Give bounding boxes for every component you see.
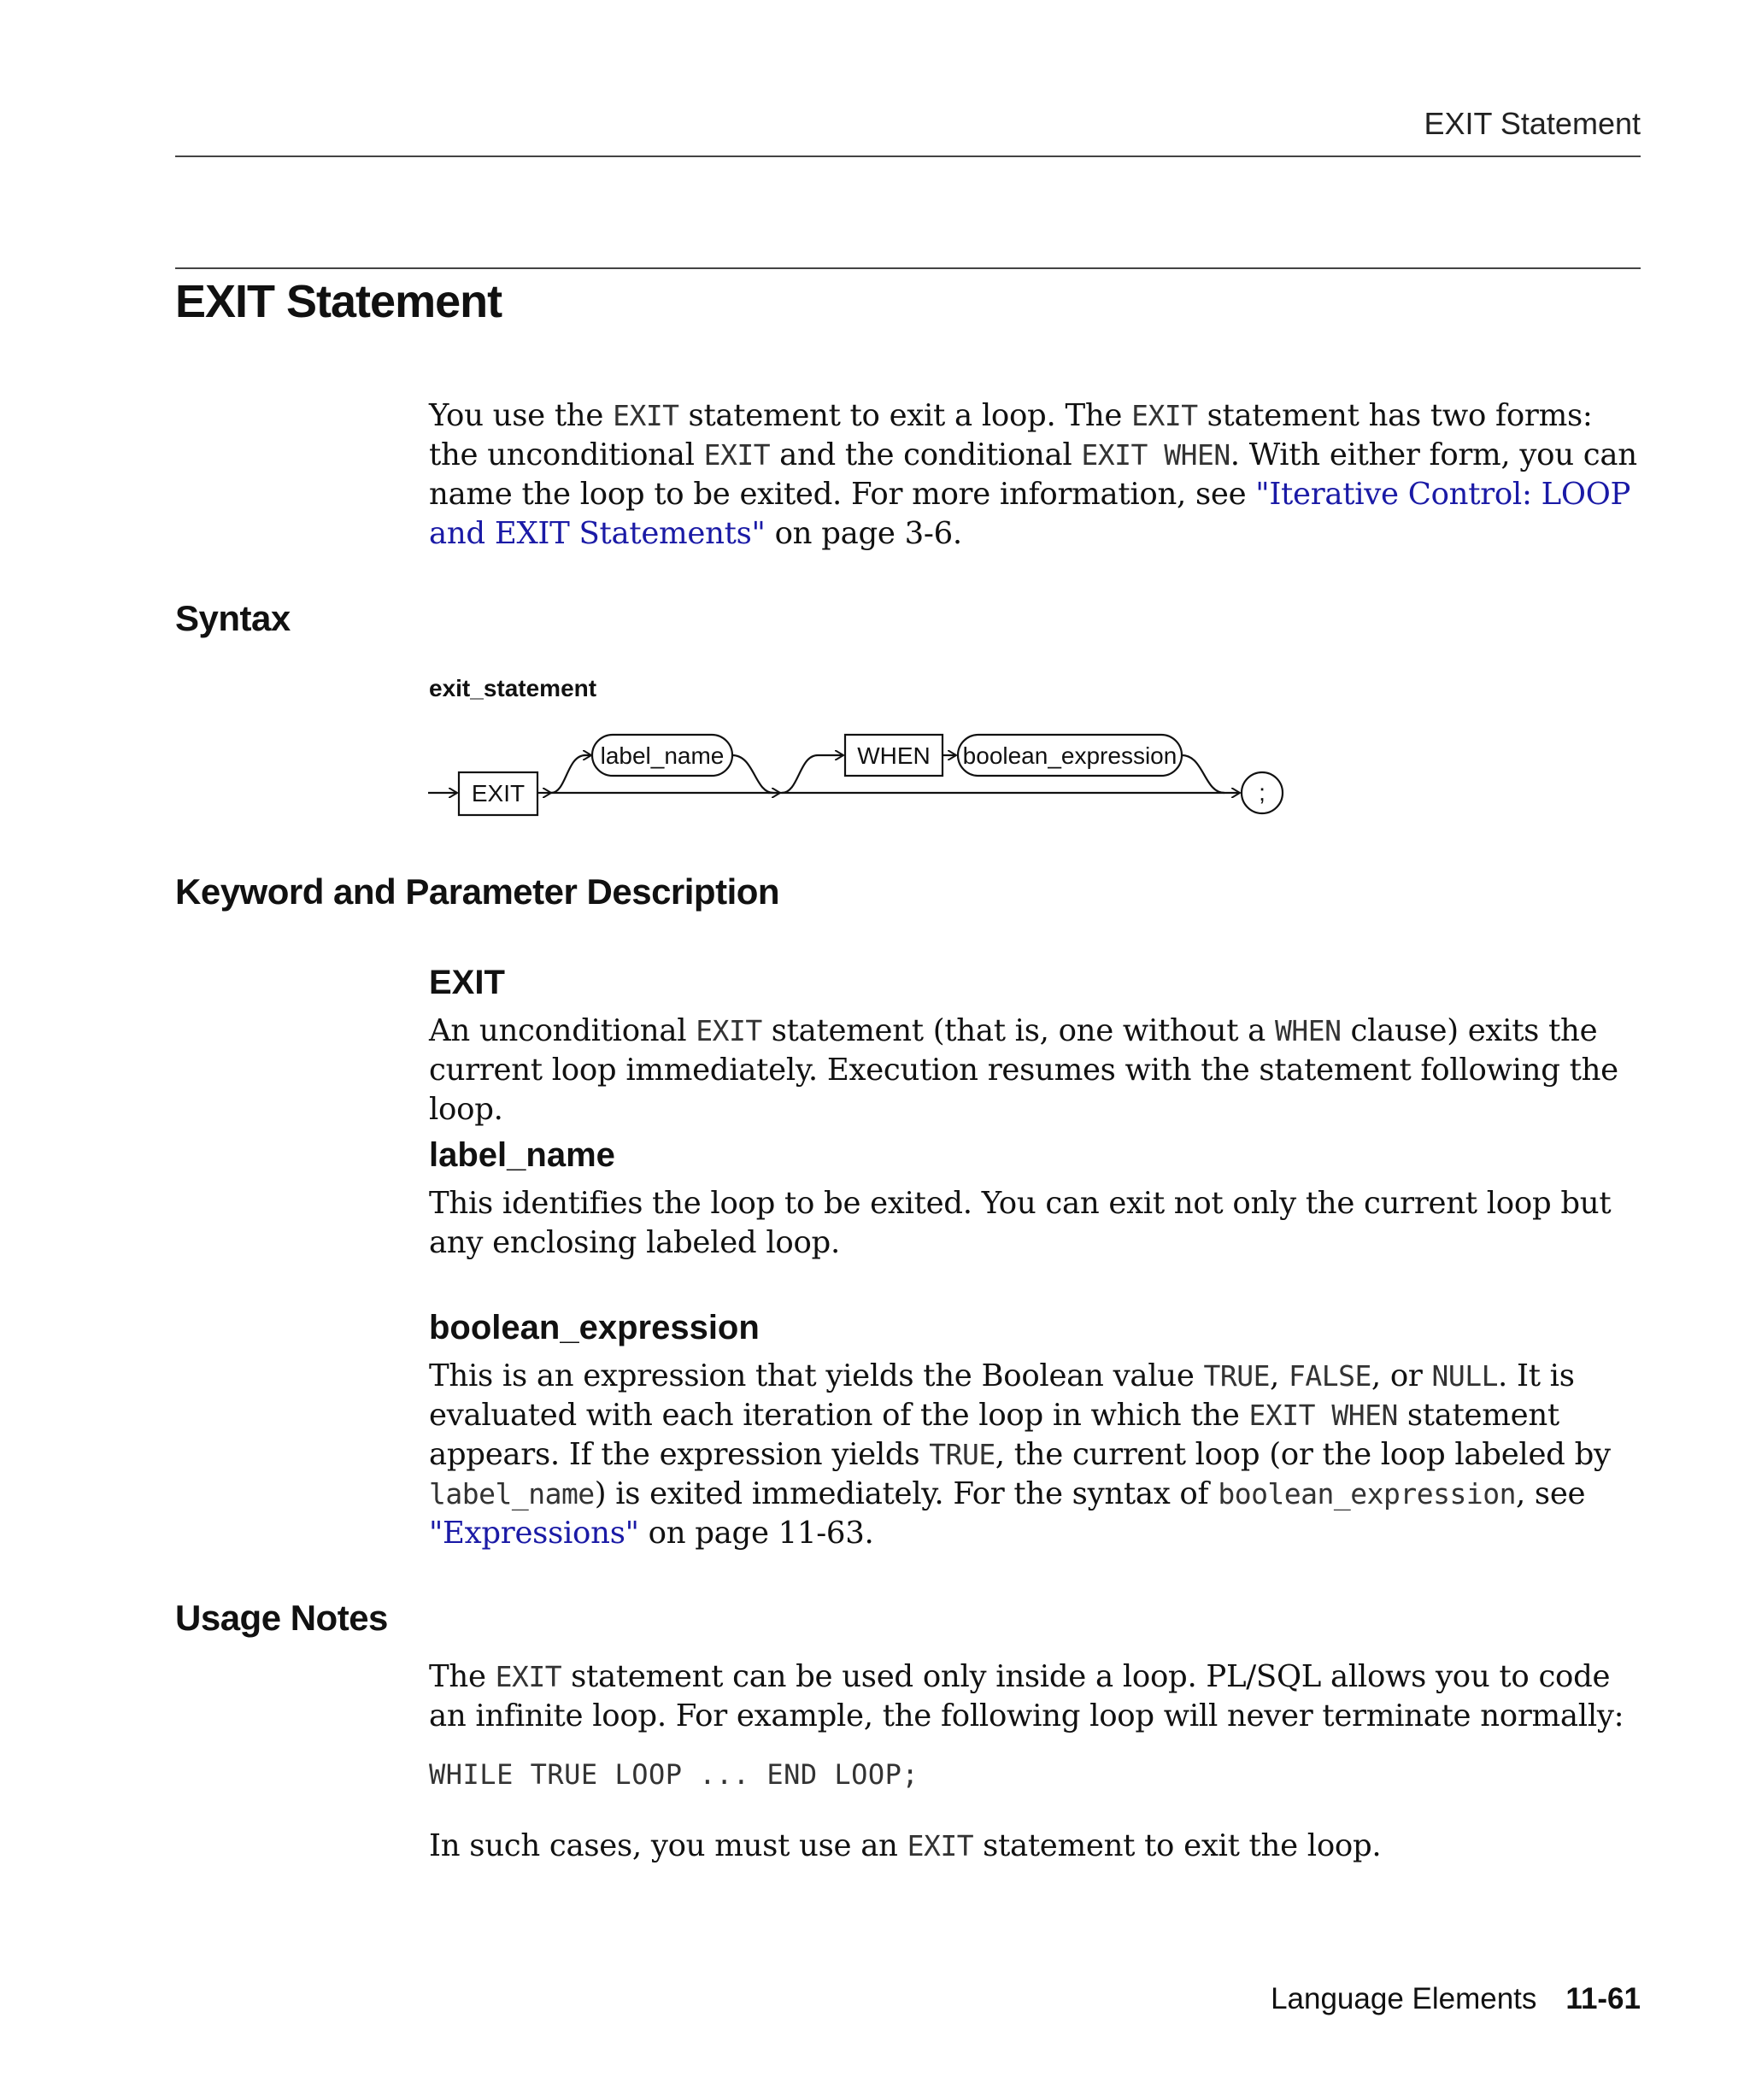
usage-paragraph-1: The EXIT statement can be used only inside a loop. PL/SQL allows you to code an infinite loop. For example, the following loop will never terminate normally: xyxy=(429,1659,1624,1733)
diagram-label: exit_statement xyxy=(429,675,597,701)
syntax-heading: Syntax xyxy=(175,598,291,638)
boolean-expression-text: boolean_expression xyxy=(962,742,1177,769)
page-title: EXIT Statement xyxy=(175,276,502,327)
label-branch-out xyxy=(732,755,773,793)
param-boolean-expression-description: This is an expression that yields the Boolean value TRUE, FALSE, or NULL. It is evaluated with each iteration of the loop in which the EXIT WHEN statement appears. If the expression yields TRUE, the current loop (or the loop labeled by label_name) is exited immediately. For the syntax of boolean_expression, see "Expressions" on page 11-63. xyxy=(429,1358,1611,1551)
header-rule xyxy=(175,155,1641,157)
title-rule xyxy=(175,267,1641,269)
page-footer xyxy=(1271,1982,1641,2016)
exit-keyword: EXIT xyxy=(471,780,526,807)
when-keyword: WHEN xyxy=(857,742,931,769)
syntax-diagram xyxy=(423,718,1312,837)
param-exit-heading: EXIT xyxy=(429,964,505,1001)
param-exit-description: An unconditional EXIT statement (that is, one without a WHEN clause) exits the current loop immediately. Execution resumes with the statement following the loop. xyxy=(429,1013,1618,1127)
label-branch-in xyxy=(551,755,591,793)
param-label-name-description: This identifies the loop to be exited. You can exit not only the current loop but any enclosing labeled loop. xyxy=(429,1186,1612,1260)
footer-section: Language Elements xyxy=(1271,1982,1537,2015)
param-boolean-expression-heading: boolean_expression xyxy=(429,1309,760,1346)
page-number: 11-61 xyxy=(1565,1982,1641,2015)
keyword-parameter-heading: Keyword and Parameter Description xyxy=(175,871,780,912)
usage-notes-heading: Usage Notes xyxy=(175,1598,388,1638)
running-header: EXIT Statement xyxy=(1424,106,1641,141)
usage-paragraph-2: In such cases, you must use an EXIT statement to exit the loop. xyxy=(429,1828,1382,1863)
code-example: WHILE TRUE LOOP ... END LOOP; xyxy=(429,1758,919,1791)
when-branch-out xyxy=(1182,755,1224,793)
label-name-text: label_name xyxy=(600,742,725,769)
expressions-link[interactable]: "Expressions" xyxy=(429,1516,639,1551)
intro-paragraph: You use the EXIT statement to exit a loop. The EXIT statement has two forms: the unconditional EXIT and the conditional EXIT WHEN. With either form, you can name the loop to be exited. For more information, see "Iterative Control: LOOP and EXIT Statements" on page 3-6. xyxy=(429,398,1637,551)
when-branch-in xyxy=(782,755,843,793)
param-label-name-heading: label_name xyxy=(429,1136,615,1174)
iterative-control-link[interactable]: "Iterative Control: LOOP and EXIT Statements" xyxy=(429,477,1631,551)
semicolon-text: ; xyxy=(1259,779,1266,806)
